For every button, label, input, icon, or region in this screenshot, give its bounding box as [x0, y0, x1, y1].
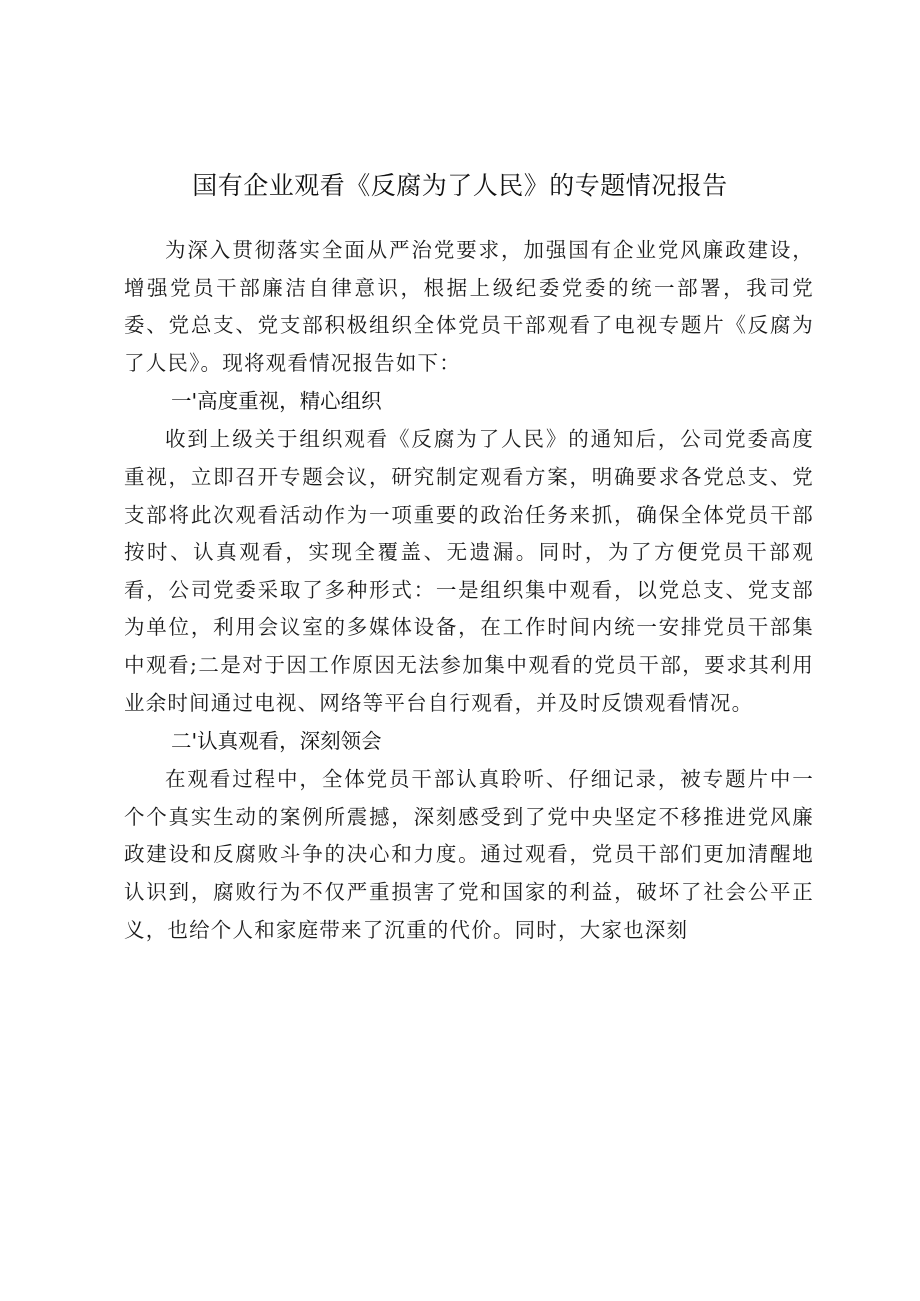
intro-paragraph: 为深入贯彻落实全面从严治党要求，加强国有企业党风廉政建设，增强党员干部廉洁自律意识，根据上级纪委党委的统一部署，我司党委、党总支、党支部积极组织全体党员干部观看了电视专题片《反腐为了人民》。现将观看情况报告如下：: [124, 238, 814, 375]
document-title: 国有企业观看《反腐为了人民》的专题情况报告: [192, 171, 728, 200]
section-paragraph-1: 收到上级关于组织观看《反腐为了人民》的通知后，公司党委高度重视，立即召开专题会议，研究制定观看方案，明确要求各党总支、党支部将此次观看活动作为一项重要的政治任务来抓，确保全体党员干部按时、认真观看，实现全覆盖、无遗漏。同时，为了方便党员干部观看，公司党委采取了多种形式：一是组织集中观看，以党总支、党支部为单位，利用会议室的多媒体设备，在工作时间内统一安排党员干部集中观看;二是对于因工作原因无法参加集中观看的党员干部，要求其利用业余时间通过电视、网络等平台自行观看，并及时反馈观看情况。: [124, 427, 814, 715]
section-heading-1: 一'高度重视，精心组织: [171, 389, 382, 414]
section-heading-2: 二'认真观看，深刻领会: [171, 729, 382, 754]
section-paragraph-2: 在观看过程中，全体党员干部认真聆听、仔细记录，被专题片中一个个真实生动的案例所震撼，深刻感受到了党中央坚定不移推进党风廉政建设和反腐败斗争的决心和力度。通过观看，党员干部们更加清醒地认识到，腐败行为不仅严重损害了党和国家的利益，破坏了社会公平正义，也给个人和家庭带来了沉重的代价。同时，大家也深刻: [124, 767, 814, 942]
document-body: [124, 232, 814, 949]
